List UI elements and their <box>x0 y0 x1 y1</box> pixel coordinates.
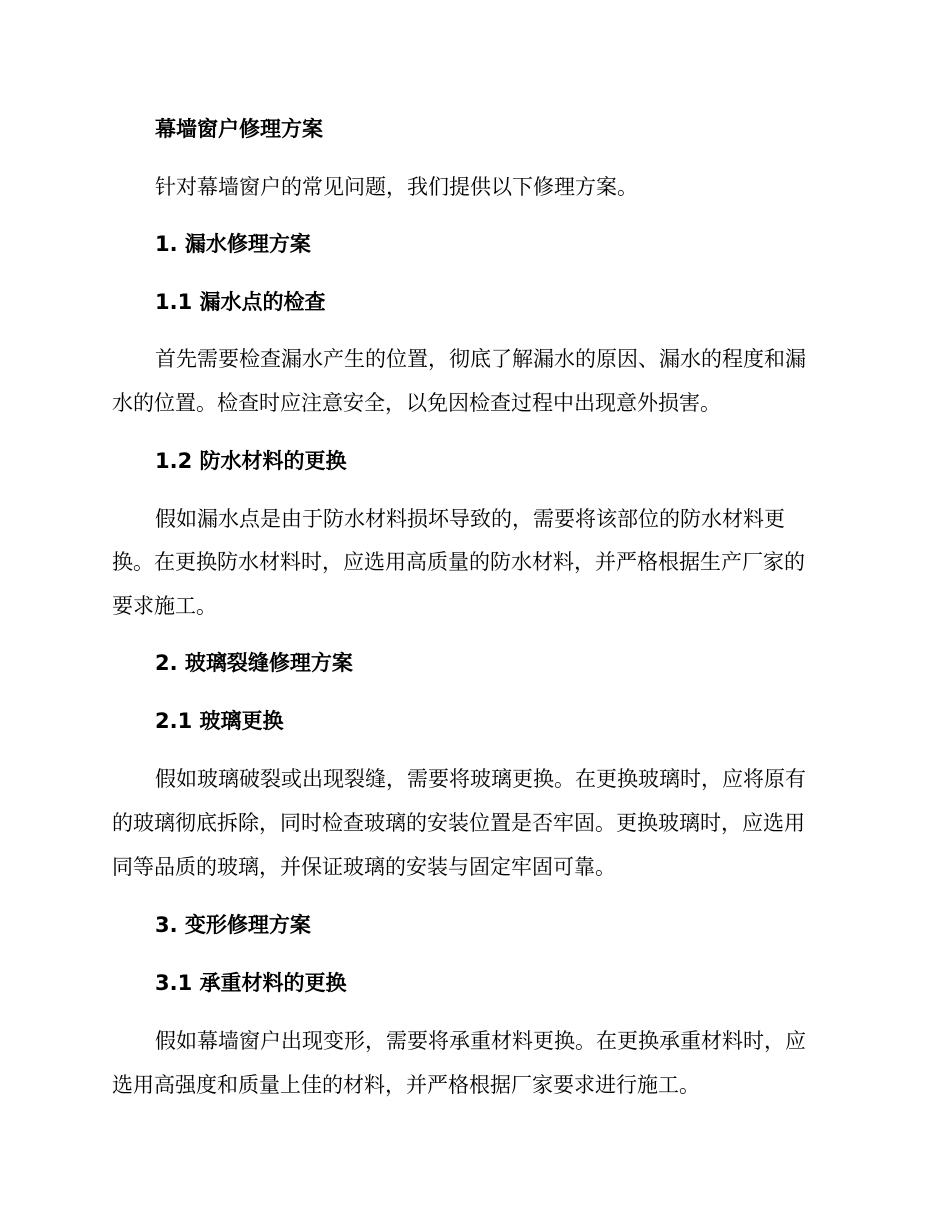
paragraph-line: 要求施工。 <box>112 594 217 618</box>
paragraph-line: 同等品质的玻璃，并保证玻璃的安装与固定牢固可靠。 <box>112 855 616 879</box>
paragraph-line: 假如漏水点是由于防水材料损坏导致的，需要将该部位的防水材料更 <box>155 507 785 531</box>
subsection-heading-1-1: 1.1 漏水点的检查 <box>155 290 326 314</box>
document-title: 幕墙窗户修理方案 <box>155 117 323 141</box>
paragraph-line: 假如玻璃破裂或出现裂缝，需要将玻璃更换。在更换玻璃时，应将原有 <box>155 767 806 791</box>
paragraph-line: 选用高强度和质量上佳的材料，并严格根据厂家要求进行施工。 <box>112 1073 700 1097</box>
paragraph-line: 首先需要检查漏水产生的位置，彻底了解漏水的原因、漏水的程度和漏 <box>155 347 806 371</box>
paragraph-line: 换。在更换防水材料时，应选用高质量的防水材料，并严格根据生产厂家的 <box>112 550 805 574</box>
intro-paragraph: 针对幕墙窗户的常见问题，我们提供以下修理方案。 <box>155 175 638 199</box>
subsection-heading-2-1: 2.1 玻璃更换 <box>155 709 284 733</box>
paragraph-line: 假如幕墙窗户出现变形，需要将承重材料更换。在更换承重材料时，应 <box>155 1029 806 1053</box>
subsection-heading-3-1: 3.1 承重材料的更换 <box>155 971 347 995</box>
paragraph-line: 水的位置。检查时应注意安全，以免因检查过程中出现意外损害。 <box>112 391 721 415</box>
section-heading-2: 2. 玻璃裂缝修理方案 <box>155 651 353 675</box>
section-heading-1: 1. 漏水修理方案 <box>155 232 311 256</box>
paragraph-line: 的玻璃彻底拆除，同时检查玻璃的安装位置是否牢固。更换玻璃时，应选用 <box>112 811 805 835</box>
section-heading-3: 3. 变形修理方案 <box>155 913 311 937</box>
subsection-heading-1-2: 1.2 防水材料的更换 <box>155 449 347 473</box>
